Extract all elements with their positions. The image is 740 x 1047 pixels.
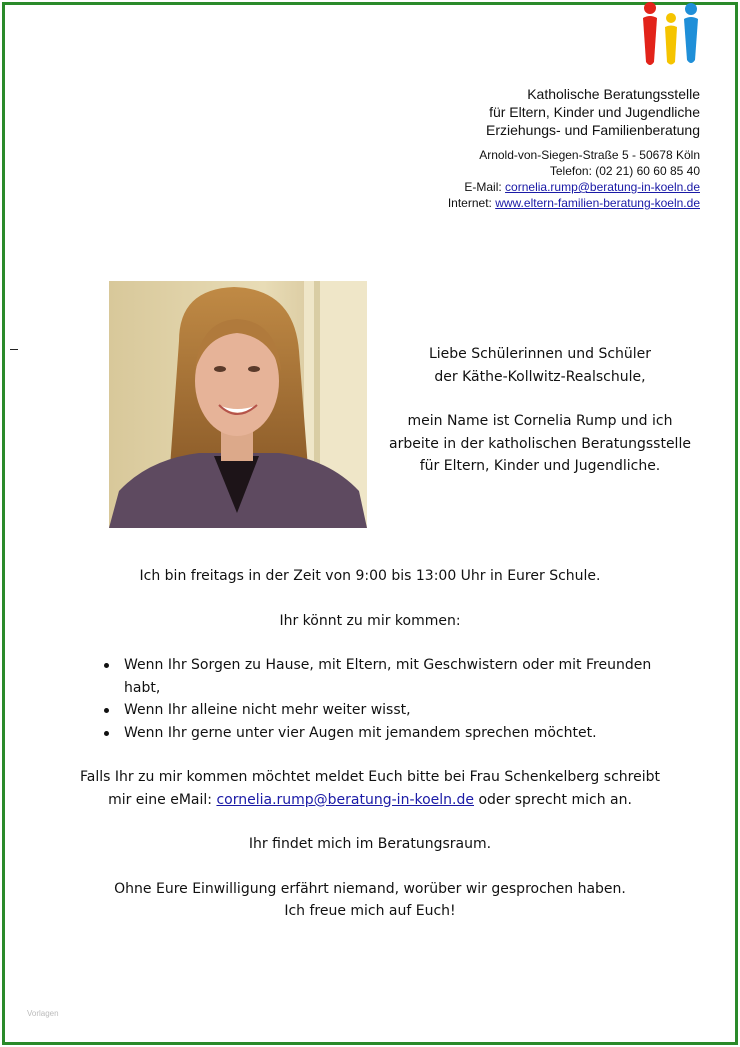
website-link[interactable]: www.eltern-familien-beratung-koeln.de — [495, 196, 700, 210]
contact-instructions — [60, 766, 680, 811]
intro-line: mein Name ist Cornelia Rump und ich — [407, 413, 673, 429]
portrait-photo — [109, 281, 367, 528]
email-row — [280, 179, 700, 195]
contact-line: Falls Ihr zu mir kommen möchtet meldet Euch bitte bei Frau Schenkelberg schreibt — [80, 769, 660, 785]
family-logo-icon — [638, 0, 702, 72]
internet-label: Internet: — [447, 196, 496, 210]
phone: Telefon: (02 21) 60 60 85 40 — [549, 164, 700, 178]
body-text — [60, 565, 680, 923]
schedule-text: Ich bin freitags in der Zeit von 9:00 bis 13:00 Uhr in Eurer Schule. — [139, 568, 601, 584]
website-row — [280, 195, 700, 211]
contact-suffix: oder sprecht mich an. — [474, 791, 632, 808]
watermark: Vorlagen — [27, 1009, 59, 1018]
reasons-list — [60, 654, 680, 744]
list-item: Wenn Ihr gerne unter vier Augen mit jemandem sprechen möchtet. — [124, 722, 680, 745]
closing-text: Ich freue mich auf Euch! — [284, 903, 456, 919]
intro-line: arbeite in der katholischen Beratungsstelle — [389, 435, 691, 452]
org-name: Katholische Beratungsstelle — [527, 86, 700, 102]
location-text: Ihr findet mich im Beratungsraum. — [248, 836, 492, 852]
organization-block — [280, 85, 700, 139]
intro-text: Ihr könnt zu mir kommen: — [279, 612, 461, 629]
address: Arnold-von-Siegen-Straße 5 - 50678 Köln — [479, 148, 700, 162]
list-item: Wenn Ihr Sorgen zu Hause, mit Eltern, mit Geschwistern oder mit Freunden habt, — [124, 654, 680, 699]
margin-dash — [10, 349, 18, 350]
email-label: E-Mail: — [464, 180, 506, 194]
greeting-line: der Käthe-Kollwitz-Realschule, — [434, 368, 646, 385]
org-service: Erziehungs- und Familienberatung — [485, 122, 700, 138]
list-item: Wenn Ihr alleine nicht mehr weiter wisst, — [124, 699, 680, 722]
greeting-block — [370, 343, 710, 478]
privacy-text: Ohne Eure Einwilligung erfährt niemand, worüber wir gesprochen haben. — [114, 880, 626, 897]
greeting-line: Liebe Schülerinnen und Schüler — [428, 346, 652, 362]
org-audience: für Eltern, Kinder und Jugendliche — [489, 104, 700, 120]
contact-block — [280, 147, 700, 211]
email-link[interactable]: cornelia.rump@beratung-in-koeln.de — [505, 180, 700, 194]
contact-prefix: mir eine eMail: — [108, 791, 217, 808]
contact-email-link[interactable]: cornelia.rump@beratung-in-koeln.de — [216, 791, 474, 808]
intro-line: für Eltern, Kinder und Jugendliche. — [419, 458, 661, 474]
